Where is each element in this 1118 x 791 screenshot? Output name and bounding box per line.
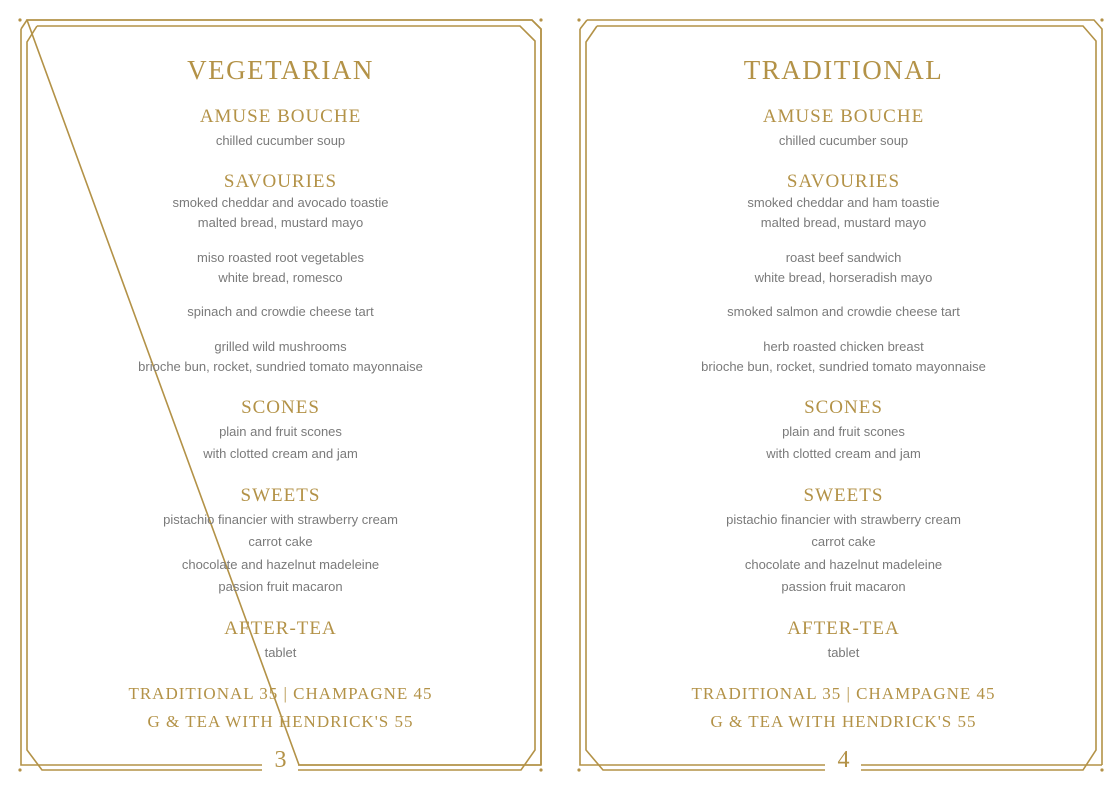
section-heading-amuse-bouche: AMUSE BOUCHE (199, 106, 362, 127)
menu-item: smoked salmon and crowdie cheese tart (727, 304, 960, 319)
menu-item: with clotted cream and jam (766, 446, 921, 461)
menu-item: carrot cake (811, 534, 876, 549)
menu-item: pistachio financier with strawberry cream (726, 512, 961, 527)
menu-item: chocolate and hazelnut madeleine (181, 557, 380, 572)
section-heading-savouries: SAVOURIES (223, 171, 338, 192)
menu-item: carrot cake (248, 534, 313, 549)
menu-item-detail: malted bread, mustard mayo (197, 215, 364, 230)
menu-page-traditional (559, 0, 1118, 791)
menu-item: passion fruit macaron (218, 579, 343, 594)
menu-item: miso roasted root vegetables (197, 250, 364, 265)
menu-item-detail: brioche bun, rocket, sundried tomato mayonnaise (138, 359, 423, 374)
menu-item: tablet (264, 645, 297, 660)
menu-item: grilled wild mushrooms (214, 339, 347, 354)
menu-item-detail: white bread, horseradish mayo (754, 270, 933, 285)
price-line: G & TEA WITH HENDRICK'S 55 (710, 712, 977, 731)
menu-item-detail: white bread, romesco (218, 270, 343, 285)
price-line: G & TEA WITH HENDRICK'S 55 (147, 712, 414, 731)
menu-item-detail: malted bread, mustard mayo (760, 215, 927, 230)
menu-item: plain and fruit scones (782, 424, 905, 439)
section-heading-after-tea: AFTER-TEA (787, 618, 900, 639)
section-heading-sweets: SWEETS (803, 485, 884, 506)
price-line: TRADITIONAL 35 | CHAMPAGNE 45 (128, 684, 433, 703)
section-heading-scones: SCONES (804, 397, 883, 418)
section-heading-sweets: SWEETS (240, 485, 321, 506)
menu-item: chocolate and hazelnut madeleine (744, 557, 943, 572)
menu-item: plain and fruit scones (219, 424, 342, 439)
menu-item: spinach and crowdie cheese tart (187, 304, 374, 319)
menu-item: herb roasted chicken breast (763, 339, 924, 354)
menu-item: chilled cucumber soup (778, 133, 909, 148)
page-number: 4 (837, 747, 850, 773)
menu-item: passion fruit macaron (781, 579, 906, 594)
menu-item-detail: brioche bun, rocket, sundried tomato mayonnaise (701, 359, 986, 374)
section-heading-savouries: SAVOURIES (786, 171, 901, 192)
menu-item: roast beef sandwich (785, 250, 902, 265)
section-heading-scones: SCONES (241, 397, 320, 418)
menu-item: smoked cheddar and ham toastie (747, 195, 940, 210)
section-heading-after-tea: AFTER-TEA (224, 618, 337, 639)
page-title: TRADITIONAL (743, 55, 944, 85)
menu-item: tablet (827, 645, 860, 660)
section-heading-amuse-bouche: AMUSE BOUCHE (762, 106, 925, 127)
page-number: 3 (274, 747, 287, 773)
price-line: TRADITIONAL 35 | CHAMPAGNE 45 (691, 684, 996, 703)
menu-item: pistachio financier with strawberry cream (163, 512, 398, 527)
page-title: VEGETARIAN (187, 55, 374, 85)
menu-item: with clotted cream and jam (203, 446, 358, 461)
menu-item: smoked cheddar and avocado toastie (172, 195, 389, 210)
menu-item: chilled cucumber soup (215, 133, 346, 148)
